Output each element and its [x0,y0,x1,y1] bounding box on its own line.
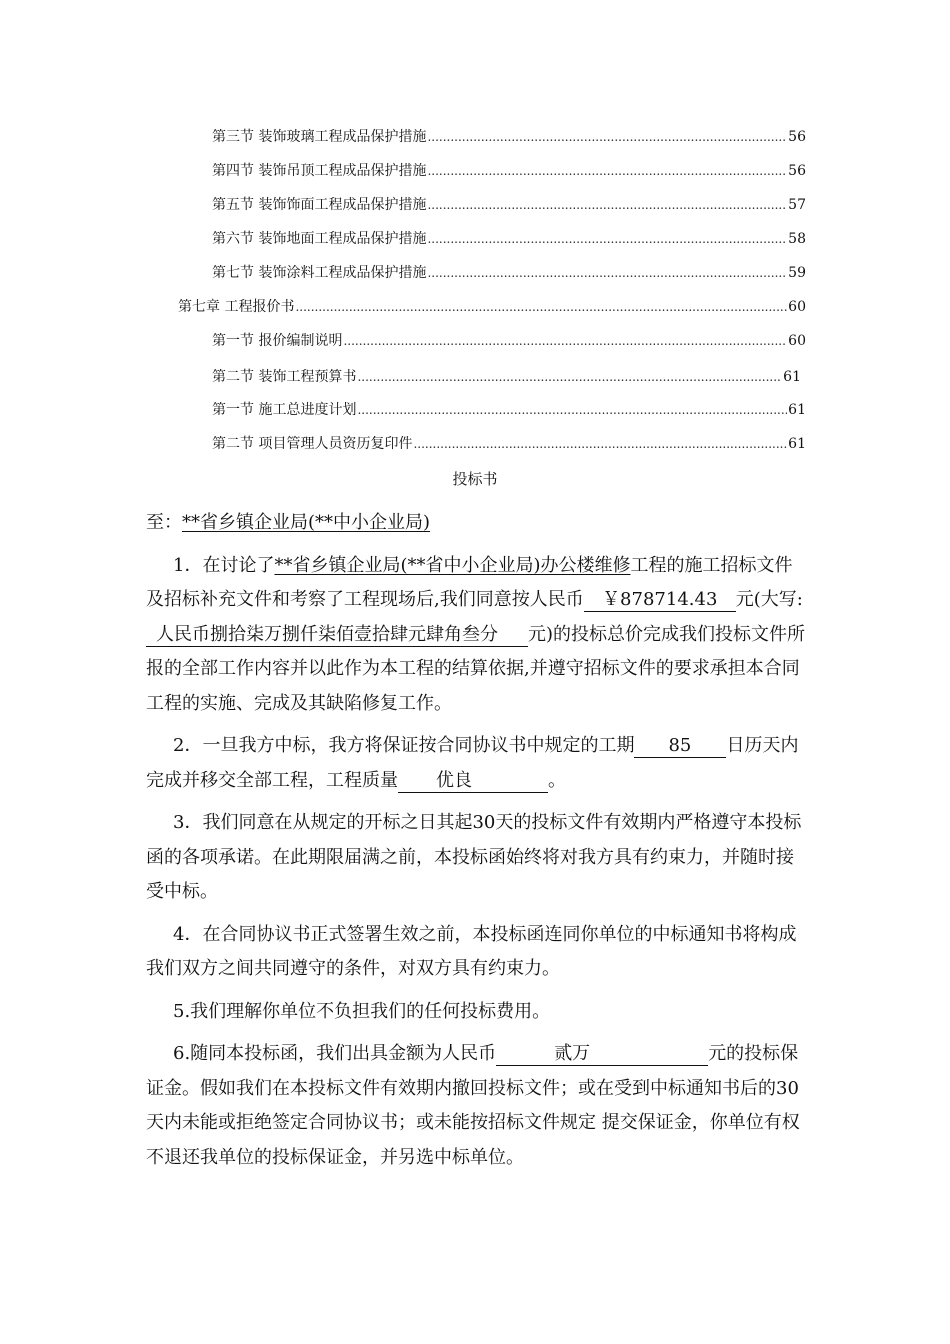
p2-text-a: 2．一旦我方中标，我方将保证按合同协议书中规定的工期 [173,735,635,756]
p1-text-a: 1．在讨论了 [173,554,275,576]
document-title: 投标书 [452,470,498,488]
p2-text-b: 日历天内完成并移交全部工程，工程质量 [146,735,799,791]
paragraph-5: 5.我们理解你单位不负担我们的任何投标费用。 [173,1000,551,1022]
toc-entry[interactable] [212,331,806,351]
toc-leader [427,127,787,147]
toc-entry-page: 60 [788,299,806,315]
toc-entry-label: 第一节 报价编制说明 [212,333,343,349]
p2-text-c: 。 [548,769,566,791]
toc-entry[interactable] [212,400,806,420]
deposit-amount: 贰万 [554,1043,591,1064]
paragraph-4: 4．在合同协议书正式签署生效之前，本投标函连同你单位的中标通知书将构成我们双方之间共同遵守的条件，对双方具有约束力。 [146,923,797,979]
paragraph-1 [146,549,806,722]
paragraph-2 [146,729,806,798]
toc-entry[interactable] [212,195,806,215]
toc-leader [427,263,787,283]
toc-leader [427,195,787,215]
toc-entry-label: 第三节 装饰玻璃工程成品保护措施 [212,129,427,145]
toc-entry[interactable] [212,263,806,283]
toc-entry-label: 第五节 装饰饰面工程成品保护措施 [212,197,427,213]
duration-days: 85 [668,735,692,756]
paragraph-3: 3．我们同意在从规定的开标之日其起30天的投标文件有效期内严格遵守本投标函的各项承诺。在此期限届满之前，本投标函始终将对我方具有约束力，并随时接受中标。 [146,812,802,902]
toc-entry-page: 59 [788,265,806,281]
toc-entry[interactable] [212,127,806,147]
toc-entry-page: 61 [788,436,806,452]
toc-entry-label: 第一节 施工总进度计划 [212,402,357,418]
toc-entry-page: 57 [788,197,806,213]
toc-entry-label: 第二节 项目管理人员资历复印件 [212,436,413,452]
p1-text-b: 工程的施工招标文件及招标补充文件和考察了工程现场后,我们同意按人民币 [146,554,793,610]
toc-entry-page: 61 [788,402,806,418]
toc-entry-page: 58 [788,231,806,247]
p1-text-d: 元)的投标总价完成我们投标文件所报的全部工作内容并以此作为本工程的结算依据,并遵守招标文件的要求承担本合同工程的实施、完成及其缺陷修复工作。 [146,623,806,714]
quality-grade: 优良 [436,769,472,791]
toc-entry-page: 56 [788,163,806,179]
toc-entry-page: 56 [788,129,806,145]
bid-amount: ￥878714.43 [602,589,718,610]
toc-entry[interactable] [212,434,806,454]
toc-entry-label: 第二节 装饰工程预算书 [212,369,357,385]
toc-entry[interactable] [178,297,806,317]
p1-text-c: 元(大写: [735,589,803,610]
toc-entry-page: 60 [788,333,806,349]
toc-entry-label: 第四节 装饰吊顶工程成品保护措施 [212,163,427,179]
paragraph-6 [146,1037,806,1175]
tender-letter-body [146,506,806,1183]
quality-field [398,770,548,793]
p6-text-a: 6.随同本投标函，我们出具金额为人民币 [173,1043,497,1064]
duration-days-field [634,735,726,758]
toc-entry[interactable] [212,161,806,181]
toc-leader [413,434,787,454]
toc-entry-page: 61 [783,369,801,385]
bid-amount-words-field [146,624,528,647]
addressee-prefix: 至： [146,512,182,533]
toc-entry-label: 第七章 工程报价书 [178,299,295,315]
toc-entry[interactable] [212,229,806,249]
addressee-name: **省乡镇企业局(**中小企业局) [182,512,431,533]
toc-leader [357,367,782,387]
deposit-amount-field [496,1043,708,1066]
bid-amount-field [584,589,736,612]
addressee-line [146,506,806,541]
toc-leader [295,297,787,317]
bid-amount-words: 人民币捌拾柒万捌仟柒佰壹拾肆元肆角叁分 [156,623,498,645]
toc-entry-label: 第七节 装饰涂料工程成品保护措施 [212,265,427,281]
toc-entry[interactable] [212,367,801,387]
project-name: **省乡镇企业局(**省中小企业局)办公楼维修 [274,554,631,576]
toc-leader [427,229,787,249]
toc-leader [427,161,787,181]
p6-text-b: 元的投标保证金。假如我们在本投标文件有效期内撤回投标文件；或在受到中标通知书后的30天内未能或拒绝签定合同协议书；或未能按招标文件规定 提交保证金，你单位有权不退还我单位的投标保证金，并另选中标单位。 [146,1043,800,1168]
toc-leader [343,331,787,351]
toc-entry-label: 第六节 装饰地面工程成品保护措施 [212,231,427,247]
toc-leader [357,400,787,420]
